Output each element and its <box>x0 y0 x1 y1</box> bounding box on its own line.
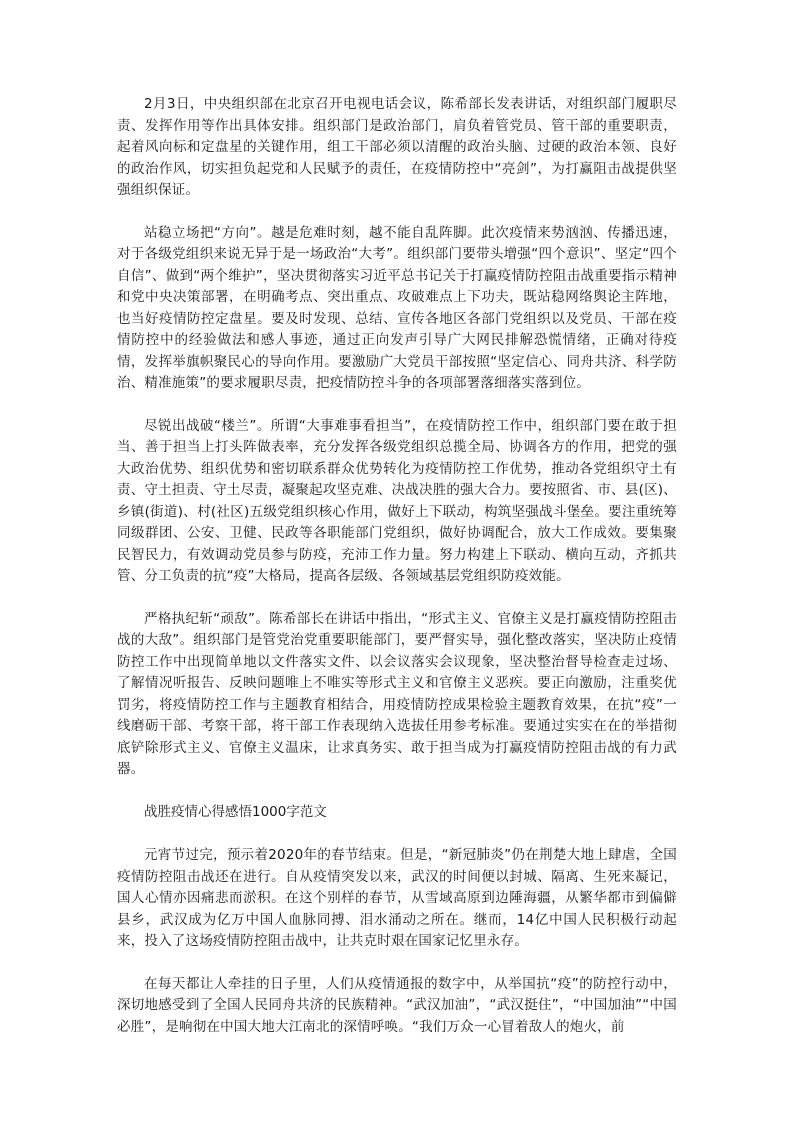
paragraph-direction: 站稳立场把“方向”。越是危难时刻，越不能自乱阵脚。此次疫情来势汹汹、传播迅速，对于各级党组织来说无异于是一场政治“大考”。组织部门要带头增强“四个意识”、坚定“四个自信”、做到“两个维护”，坚决贯彻落实习近平总书记关于打赢疫情防控阻击战重要指示精神和党中央决策部署，在明确考点、突出重点、攻破难点上下功夫，既站稳网络舆论主阵地，也当好疫情防控定盘星。要及时发现、总结、宣传各地区各部门党组织以及党员、干部在疫情防控中的经验做法和感人事迹，通过正向发声引导广大网民排解恐慌情绪，正确对待疫情，发挥举旗帜聚民心的导向作用。要激励广大党员干部按照“坚定信心、同舟共济、科学防治、精准施策”的要求履职尽责，把疫情防控斗争的各项部署落细落实落到位。 <box>117 224 677 391</box>
paragraph-national-spirit: 在每天都让人牵挂的日子里，人们从疫情通报的数字中，从举国抗“疫”的防控行动中，深切地感受到了全国人民同舟共济的民族精神。“武汉加油”，“武汉挺住”，“中国加油”“中国必胜”，是响彻在中国大地大江南北的深情呼唤。“我们万众一心冒着敌人的炮火，前 <box>117 975 677 1035</box>
paragraph-org-meeting: 2月3日，中央组织部在北京召开电视电话会议，陈希部长发表讲话，对组织部门履职尽责、发挥作用等作出具体安排。组织部门是政治部门，肩负着管党员、管干部的重要职责，起着风向标和定盘星的关键作用，组工干部必须以清醒的政治头脑、过硬的政治本领、良好的政治作风，切实担负起党和人民赋予的责任，在疫情防控中“亮剑”，为打赢阻击战提供坚强组织保证。 <box>117 96 677 198</box>
document-body <box>117 94 677 1038</box>
paragraph-discipline: 严格执纪斩“顽敌”。陈希部长在讲话中指出，“形式主义、官僚主义是打赢疫情防控阻击战的大敌”。组织部门是管党治党重要职能部门，要严督实导，强化整改落实，坚决防止疫情防控工作中出现简单地以文件落实文件、以会议落实会议现象，坚决整治督导检查走过场、了解情况听报告、反映问题唯上不唯实等形式主义和官僚主义恶疾。要正向激励，注重奖优罚劣，将疫情防控工作与主题教育相结合，用疫情防控成果检验主题教育效果，在抗“疫”一线磨砺干部、考察干部，将干部工作表现纳入选拔任用参考标准。要通过实实在在的举措彻底铲除形式主义、官僚主义温床，让求真务实、敢于担当成为打赢疫情防控阻击战的有力武器。 <box>117 610 677 777</box>
paragraph-loulan: 尽锐出战破“楼兰”。所谓“大事难事看担当”，在疫情防控工作中，组织部门要在敢于担当、善于担当上打头阵做表率，充分发挥各级党组织总揽全局、协调各方的作用，把党的强大政治优势、组织优势和密切联系群众优势转化为疫情防控工作优势，推动各党组织守土有责、守土担责、守土尽责，凝聚起攻坚克难、决战决胜的强大合力。要按照省、市、县(区)、乡镇(街道)、村(社区)五级党组织核心作用，做好上下联动，构筑坚强战斗堡垒。要注重统筹同级群团、公安、卫健、民政等各职能部门党组织，做好协调配合，放大工作成效。要集聚民智民力，有效调动党员参与防疫，充沛工作力量。努力构建上下联动、横向互动，齐抓共管、分工负责的抗“疫”大格局，提高各层级、各领域基层党组织防疫效能。 <box>117 417 677 584</box>
paragraph-lantern-festival: 元宵节过完，预示着2020年的春节结束。但是，“新冠肺炎”仍在荆楚大地上肆虐，全国疫情防控阻击战还在进行。自从疫情突发以来，武汉的时间便以封城、隔离、生死来凝记，国人心情亦因痛悲而淤积。在这个别样的春节，从雪域高原到边陲海疆，从繁华都市到偏僻县乡，武汉成为亿万中国人血脉同搏、泪水涌动之所在。继而，14亿中国人民积极行动起来，投入了这场疫情防控阻击战中，让共克时艰在国家记忆里永存。 <box>117 847 677 949</box>
section-heading: 战胜疫情心得感悟1000字范文 <box>144 803 327 820</box>
